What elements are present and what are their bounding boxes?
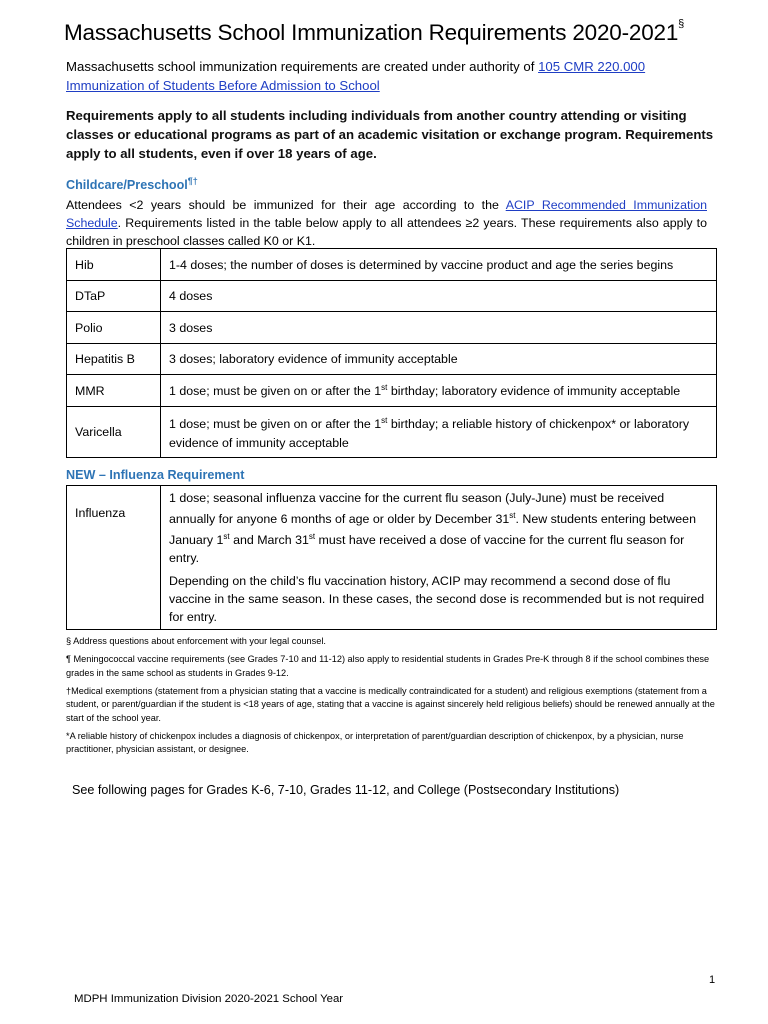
intro-lead: Massachusetts school immunization requirements are created under authority of: [66, 59, 535, 74]
childcare-heading-text: Childcare/Preschool: [66, 178, 188, 193]
table-row: [67, 312, 717, 344]
flu-sup-3: st: [308, 532, 316, 542]
flu-text-c: and March 31: [229, 533, 309, 548]
table-row: [67, 486, 717, 630]
flu-text-b: . New students entering between January 1: [169, 512, 696, 548]
varicella-req-pre: 1 dose; must be given on or after the 1: [169, 417, 382, 432]
childcare-paragraph: [66, 196, 707, 250]
footnote-section: § Address questions about enforcement with your legal counsel.: [66, 636, 326, 646]
requirements-paragraph: Requirements apply to all students including individuals from another country attending or visiting classes or educational programs as part of an academic visitation or exchange program. Requirements apply to all students, even if over 18 years of age.: [66, 108, 714, 161]
cmr-link[interactable]: 105 CMR 220.000: [538, 59, 646, 74]
requirement-cell: 3 doses; laboratory evidence of immunity acceptable: [161, 344, 717, 375]
flu-sup-1: st: [509, 511, 516, 520]
flu-text-a: 1 dose; seasonal influenza vaccine for the current flu season (July-June) must be received annually for anyone 6 months of age or older by December 31: [169, 491, 665, 527]
vaccine-cell: Hepatitis B: [67, 344, 161, 375]
page-title-text: Massachusetts School Immunization Requirements 2020-2021: [64, 20, 679, 45]
vaccine-cell: DTaP: [67, 281, 161, 312]
vaccine-cell: Varicella: [67, 407, 161, 458]
childcare-heading-marks: ¶†: [187, 176, 198, 186]
influenza-table: [66, 485, 717, 630]
page-number: 1: [709, 974, 716, 986]
childcare-text-before: Attendees <2 years should be immunized for their age according to the: [66, 198, 499, 212]
mmr-req-sup: st: [381, 382, 388, 392]
influenza-heading: NEW – Influenza Requirement: [66, 468, 245, 482]
childcare-heading: [66, 176, 198, 192]
footnote-meningococcal: ¶ Meningococcal vaccine requirements (see Grades 7-10 and 11-12) also apply to residential students in Grades Pre-K through 8 if the school combines these grades in the same school as students in Grades 9-12.: [66, 654, 710, 678]
varicella-req-post: birthday; a reliable history of chickenpox* or laboratory evidence of immunity acceptable: [169, 417, 690, 450]
footnotes: [66, 635, 718, 761]
childcare-requirements-table: [66, 248, 717, 458]
mmr-req-pre: 1 dose; must be given on or after the 1: [169, 384, 382, 399]
influenza-paragraph-2: Depending on the child’s flu vaccination history, ACIP may recommend a second dose of flu vaccine in the same season. In these cases, the second dose is recommended but is not required for entry.: [169, 574, 705, 625]
varicella-req-sup: st: [381, 416, 388, 426]
table-row: [67, 281, 717, 312]
vaccine-cell: Hib: [67, 249, 161, 281]
table-row: [67, 249, 717, 281]
requirement-cell: 4 doses: [161, 281, 717, 312]
title-section-mark: §: [678, 18, 685, 30]
childcare-text-after: . Requirements listed in the table below apply to all attendees ≥2 years. These requirements also apply to children in preschool classes called K0 or K1.: [66, 216, 707, 248]
requirement-cell: [161, 375, 717, 407]
requirement-cell: [161, 486, 717, 630]
page-footer: MDPH Immunization Division 2020-2021 School Year: [74, 993, 344, 1005]
influenza-paragraph-1: [169, 489, 708, 567]
requirement-cell: [161, 407, 717, 458]
mmr-req-post: birthday; laboratory evidence of immunity acceptable: [387, 384, 681, 399]
see-following-note: See following pages for Grades K-6, 7-10, Grades 11-12, and College (Postsecondary Institutions): [72, 783, 620, 797]
acip-schedule-link[interactable]: ACIP Recommended Immunization Schedule: [66, 198, 707, 230]
requirement-cell: 1-4 doses; the number of doses is determined by vaccine product and age the series begins: [161, 249, 717, 281]
table-row: [67, 407, 717, 458]
footnote-chickenpox: *A reliable history of chickenpox includes a diagnosis of chickenpox, or interpretation of parent/guardian description of chickenpox, by a physician, nurse practitioner, physician assistant, or designee.: [66, 730, 684, 754]
table-row: [67, 375, 717, 407]
page-title: [64, 20, 684, 46]
flu-sup-2: st: [223, 532, 230, 542]
vaccine-cell: Polio: [67, 312, 161, 344]
vaccine-cell: Influenza: [67, 486, 161, 630]
table-row: [67, 344, 717, 375]
vaccine-cell: MMR: [67, 375, 161, 407]
flu-text-d: must have received a dose of vaccine for the current flu season for entry.: [169, 533, 685, 566]
immunization-admission-link[interactable]: Immunization of Students Before Admission to School: [66, 78, 380, 93]
intro-paragraph: [66, 57, 716, 95]
requirement-cell: 3 doses: [161, 312, 717, 344]
footnote-exemptions: †Medical exemptions (statement from a physician stating that a vaccine is medically contraindicated for a student) and religious exemptions (statement from a student, or parent/guardian if the student is <18 years of age, stating that a vaccine is against sincerely held religious beliefs) should be renewed annually at the start of the school year.: [66, 685, 715, 723]
